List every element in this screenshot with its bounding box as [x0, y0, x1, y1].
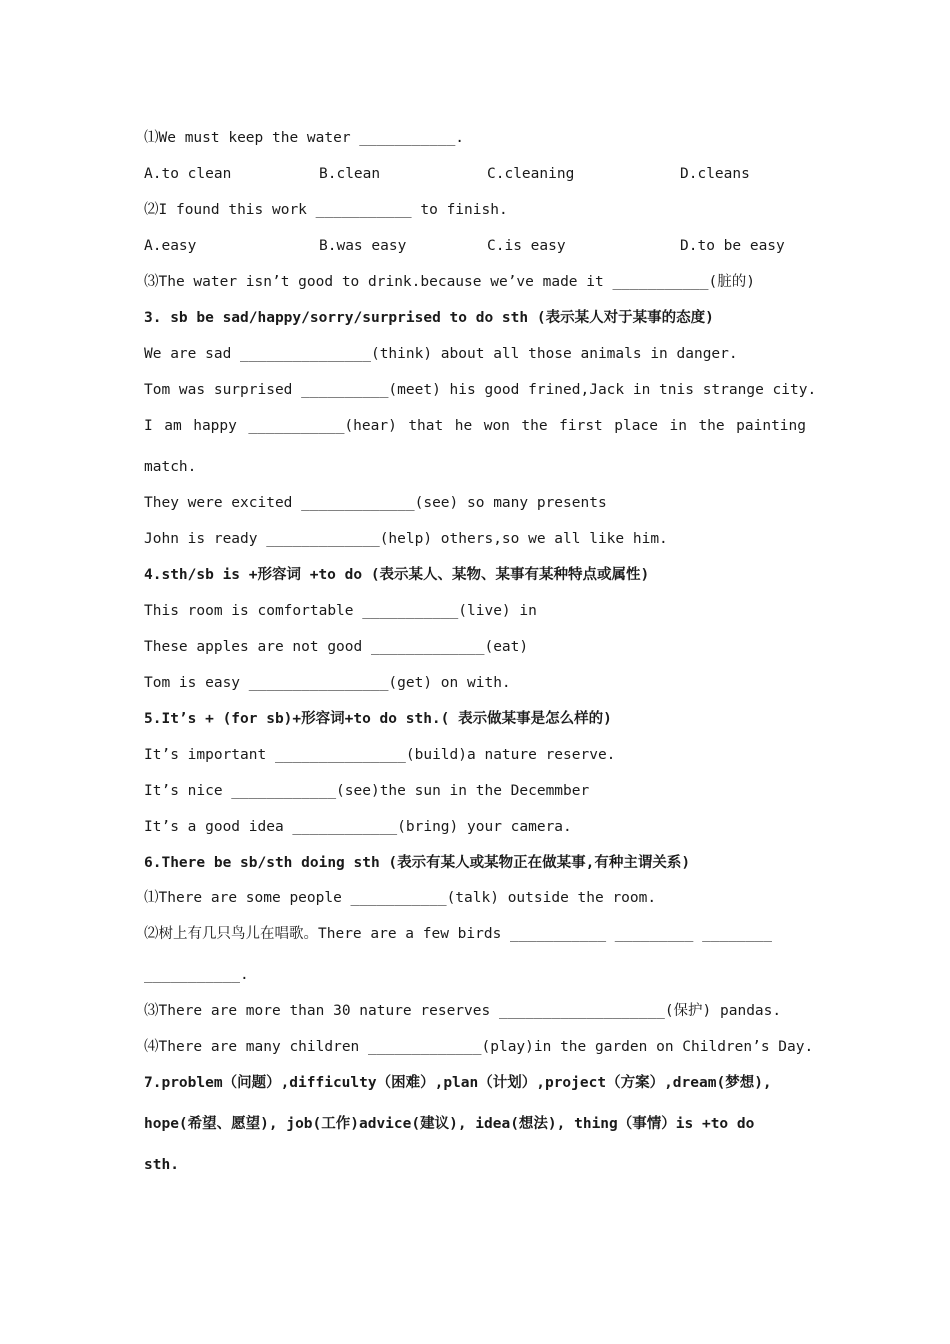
exercise-line: I am happy ___________(hear) that he won the first place in the painting: [144, 418, 806, 434]
option-d: D.cleans: [680, 166, 750, 182]
section-heading-7-continued: hope(希望、愿望), job(工作)advice(建议), idea(想法), thing（事情）is +to do: [144, 1116, 755, 1132]
section-heading-6: 6.There be sb/sth doing sth (表示有某人或某物正在做某事,有种主谓关系): [144, 855, 691, 871]
exercise-line-continued: ___________.: [144, 967, 249, 983]
exercise-line: John is ready _____________(help) others,so we all like him.: [144, 531, 668, 547]
exercise-line: Tom was surprised __________(meet) his good frined,Jack in tnis strange city.: [144, 382, 817, 398]
exercise-line: ⑴There are some people ___________(talk) outside the room.: [144, 890, 657, 906]
exercise-line: These apples are not good _____________(eat): [144, 639, 529, 655]
exercise-line: ⑵树上有几只鸟儿在唱歌。There are a few birds ___________ _________ ________: [144, 926, 772, 942]
exercise-line: It’s a good idea ____________(bring) your camera.: [144, 819, 572, 835]
exercise-line: ⑷There are many children _____________(play)in the garden on Children’s Day.: [144, 1039, 814, 1055]
exercise-line-continued: match.: [144, 459, 197, 475]
option-a: A.to clean: [144, 166, 232, 182]
option-c: C.cleaning: [487, 166, 575, 182]
question-1-3: ⑶The water isn’t good to drink.because we’ve made it ___________(脏的): [144, 274, 755, 290]
section-heading-5: 5.It’s + (for sb)+形容词+to do sth.( 表示做某事是怎么样的): [144, 711, 612, 727]
option-c: C.is easy: [487, 238, 566, 254]
section-heading-4: 4.sth/sb is +形容词 +to do (表示某人、某物、某事有某种特点或属性): [144, 567, 650, 583]
option-a: A.easy: [144, 238, 197, 254]
exercise-line: ⑶There are more than 30 nature reserves ___________________(保护) pandas.: [144, 1003, 782, 1019]
exercise-line: This room is comfortable ___________(live) in: [144, 603, 537, 619]
section-heading-7-continued: sth.: [144, 1157, 179, 1173]
section-heading-3: 3. sb be sad/happy/sorry/surprised to do sth (表示某人对于某事的态度): [144, 310, 714, 326]
exercise-line: It’s nice ____________(see)the sun in the Decemmber: [144, 783, 590, 799]
exercise-line: They were excited _____________(see) so many presents: [144, 495, 607, 511]
exercise-line: Tom is easy ________________(get) on with.: [144, 675, 511, 691]
option-d: D.to be easy: [680, 238, 785, 254]
option-b: B.was easy: [319, 238, 407, 254]
section-heading-7: 7.problem（问题）,difficulty（困难）,plan（计划）,project（方案）,dream(梦想),: [144, 1075, 772, 1091]
exercise-line: We are sad _______________(think) about all those animals in danger.: [144, 346, 738, 362]
option-b: B.clean: [319, 166, 381, 182]
question-1-1: ⑴We must keep the water ___________.: [144, 130, 465, 146]
question-1-2: ⑵I found this work ___________ to finish.: [144, 202, 508, 218]
exercise-line: It’s important _______________(build)a nature reserve.: [144, 747, 616, 763]
